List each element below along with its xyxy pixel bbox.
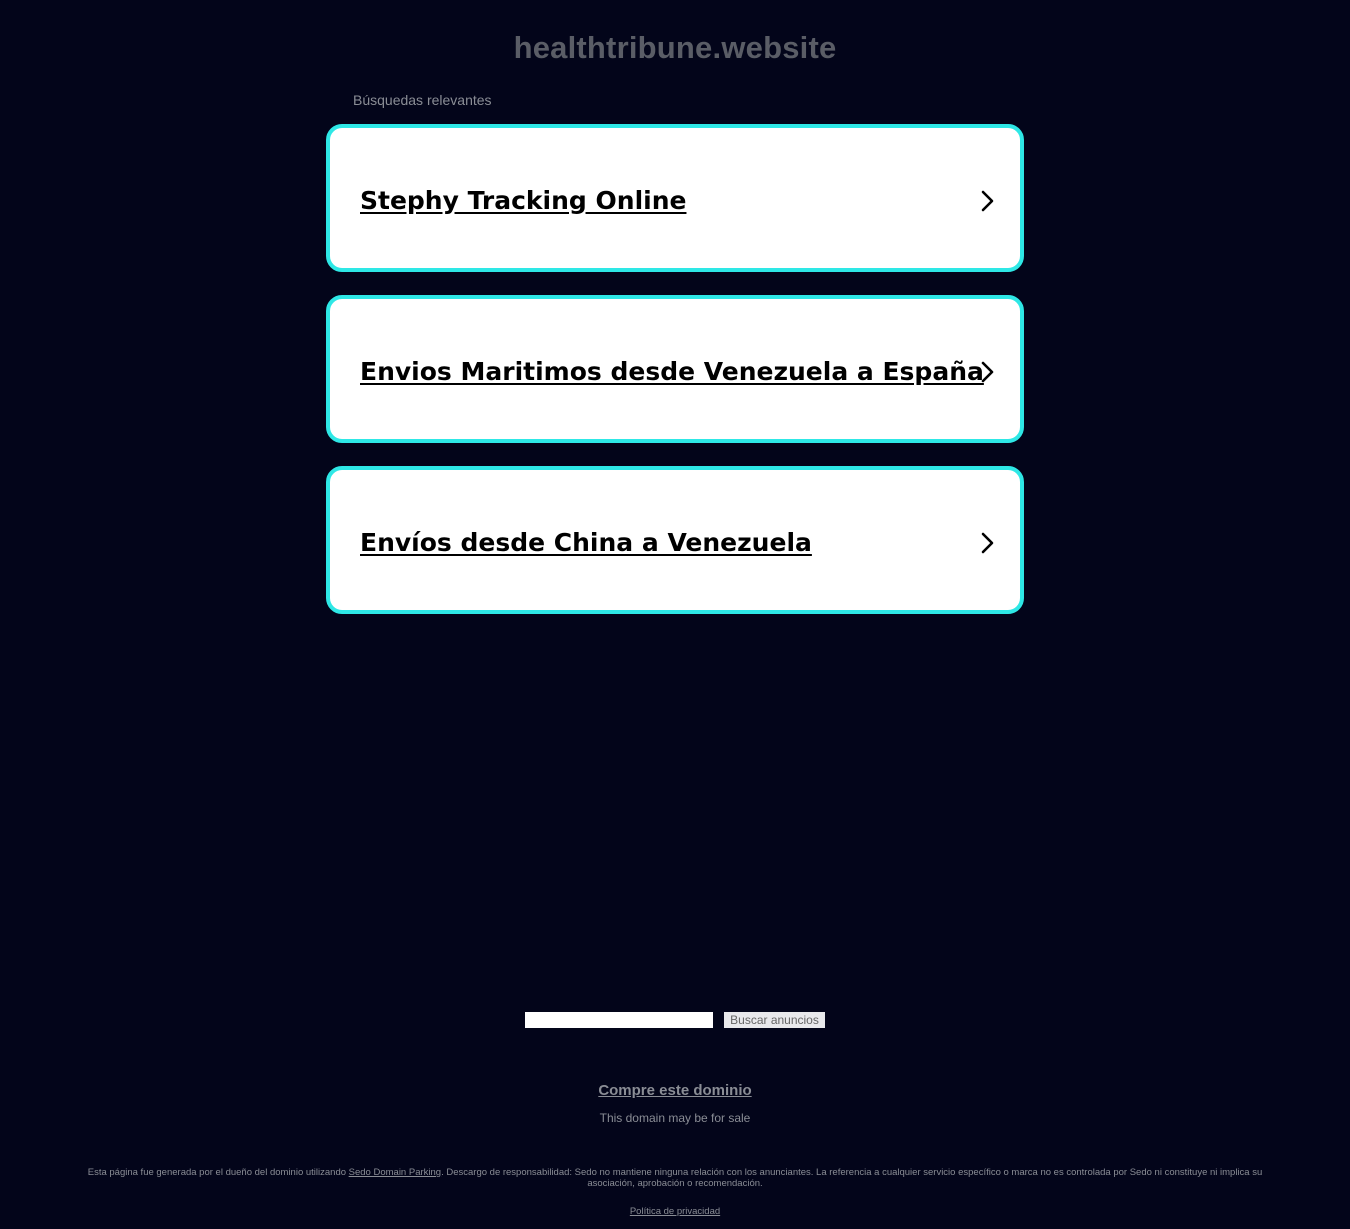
- buy-domain-container: [0, 1082, 1350, 1099]
- privacy-container: [0, 1206, 1350, 1217]
- result-card-1[interactable]: [326, 124, 1024, 272]
- related-searches-list: [326, 124, 1024, 637]
- disclaimer-text-pre: Esta página fue generada por el dueño del dominio utilizando: [87, 1167, 349, 1178]
- ad-search-input[interactable]: [525, 1012, 713, 1028]
- sedo-domain-parking-link[interactable]: Sedo Domain Parking: [348, 1167, 442, 1178]
- search-ads-button[interactable]: Buscar anuncios: [724, 1012, 825, 1028]
- result-link-2[interactable]: Envios Maritimos desde Venezuela a España: [360, 357, 984, 386]
- disclaimer: [75, 1167, 1275, 1189]
- chevron-right-icon: [980, 190, 994, 212]
- result-card-3[interactable]: [326, 466, 1024, 614]
- result-link-3[interactable]: Envíos desde China a Venezuela: [360, 528, 812, 557]
- result-card-2[interactable]: [326, 295, 1024, 443]
- chevron-right-icon: [980, 532, 994, 554]
- privacy-policy-link[interactable]: Política de privacidad: [629, 1206, 721, 1217]
- buy-domain-link[interactable]: Compre este dominio: [598, 1082, 752, 1099]
- ad-search-form: [525, 1011, 825, 1029]
- result-link-1[interactable]: Stephy Tracking Online: [360, 186, 687, 215]
- domain-title: healthtribune.website: [513, 30, 837, 65]
- related-searches-label: Búsquedas relevantes: [353, 92, 492, 108]
- domain-sale-text: This domain may be for sale: [599, 1111, 751, 1125]
- disclaimer-text-post: . Descargo de responsabilidad: Sedo no mantiene ninguna relación con los anunciantes. La referencia a cualquier servicio específico o marca no es controlada por Sedo ni constituye ni implica su asociación, aprobación o recomendación.: [441, 1167, 1263, 1189]
- chevron-right-icon: [980, 361, 994, 383]
